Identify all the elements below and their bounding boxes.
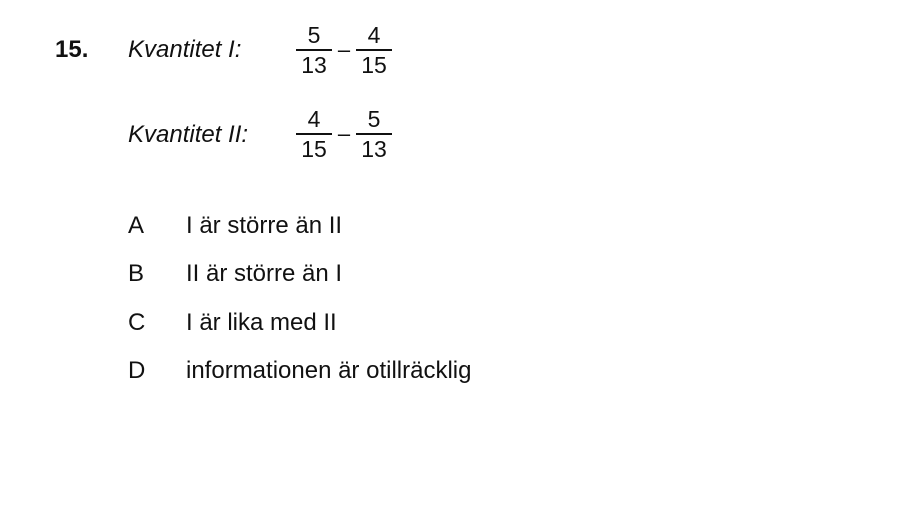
fraction-numerator: 5 (367, 106, 381, 132)
quantity-1-expression (296, 20, 392, 80)
fraction-numerator: 4 (367, 22, 381, 48)
option-letter: B (128, 260, 145, 287)
fraction-denominator: 13 (301, 52, 327, 78)
minus-sign: – (337, 37, 351, 62)
fraction-bar (356, 49, 392, 51)
option-text: I är lika med II (186, 309, 337, 336)
quantity-1-left-fraction (296, 22, 332, 78)
quantity-2-left-fraction (296, 106, 332, 162)
fraction-denominator: 15 (361, 52, 387, 78)
option-text: informationen är otillräcklig (186, 357, 472, 384)
quantity-1-label: Kvantitet I: (128, 36, 242, 63)
option-letter: D (128, 357, 146, 384)
option-letter: A (128, 212, 145, 239)
fraction-numerator: 5 (307, 22, 321, 48)
fraction-denominator: 15 (301, 136, 327, 162)
quantity-2-right-fraction (356, 106, 392, 162)
quantity-2-expression (296, 104, 392, 164)
option-text: I är större än II (186, 212, 343, 239)
fraction-denominator: 13 (361, 136, 387, 162)
fraction-bar (356, 133, 392, 135)
fraction-bar (296, 133, 332, 135)
fraction-numerator: 4 (307, 106, 321, 132)
minus-sign: – (337, 121, 351, 146)
quantity-2-label: Kvantitet II: (128, 121, 249, 148)
option-text: II är större än I (186, 260, 343, 287)
fraction-bar (296, 49, 332, 51)
option-letter: C (128, 309, 146, 336)
quantity-1-right-fraction (356, 22, 392, 78)
question-number: 15. (55, 36, 89, 63)
